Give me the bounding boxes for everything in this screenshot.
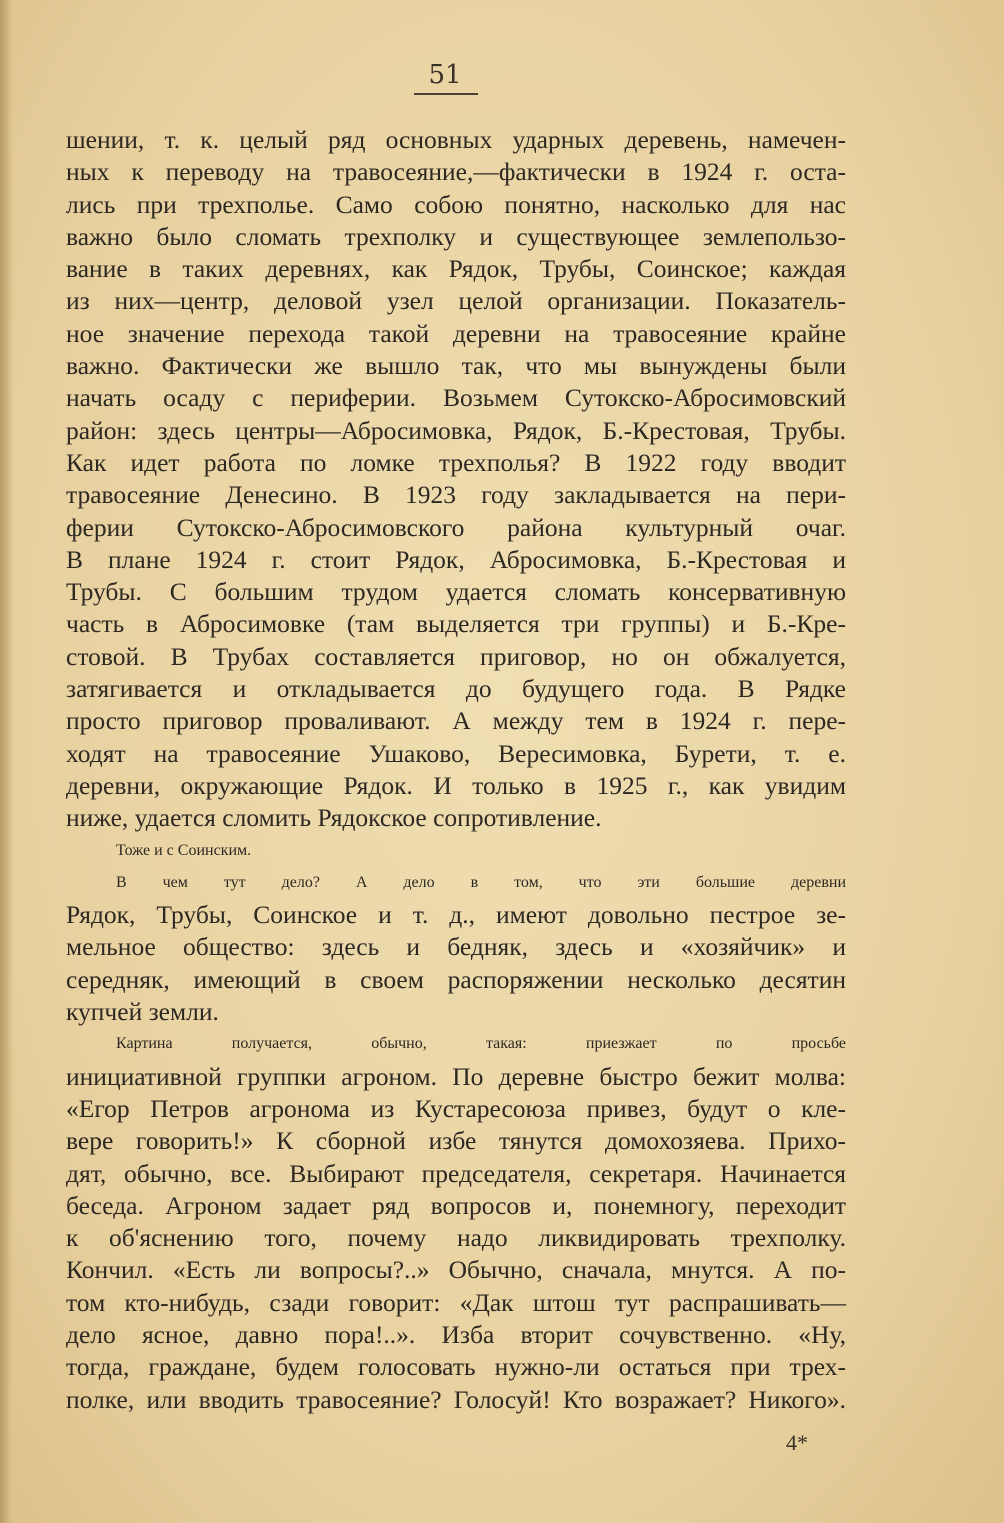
page-number: 51 (428, 60, 462, 90)
signature-mark: 4* (786, 1430, 808, 1455)
text-line: лись при трехполье. Само собою понятно, насколько для нас (66, 189, 846, 219)
text-line: Картина получается, обычно, такая: приезжает по просьбе (116, 1035, 846, 1053)
text-line: купчей земли. (66, 997, 219, 1027)
text-line: инициативной группки агроном. По деревне быстро бежит молва: (66, 1061, 846, 1091)
text-line: тогда, граждане, будем голосовать нужно-ли остаться при трех- (66, 1352, 846, 1382)
text-line: дело ясное, давно пора!..». Изба вторит сочувственно. «Ну, (66, 1319, 846, 1349)
header-rule (414, 93, 478, 95)
text-line: В плане 1924 г. стоит Рядок, Абросимовка, Б.-Крестовая и (66, 544, 846, 574)
text-line: деревни, окружающие Рядок. И только в 1925 г., как увидим (66, 770, 846, 800)
text-line: вере говорить!» К сборной избе тянутся домохозяева. Прихо- (66, 1126, 846, 1156)
text-line: Рядок, Трубы, Соинское и т. д., имеют довольно пестрое зе- (66, 900, 846, 930)
text-line: середняк, имеющий в своем распоряжении несколько десятин (66, 964, 846, 994)
text-line: стовой. В Трубах составляется приговор, но он обжалуется, (66, 641, 846, 671)
text-line: ферии Сутокско-Абросимовского района культурный очаг. (66, 512, 846, 542)
text-line: затягивается и откладывается до будущего года. В Рядке (66, 674, 846, 704)
text-line: шении, т. к. целый ряд основных ударных деревень, намечен- (66, 125, 846, 154)
text-line: просто приговор проваливают. А между тем в 1924 г. пере- (66, 706, 846, 736)
text-line: том кто-нибудь, сзади говорит: «Дак штош тут распрашивать— (66, 1287, 846, 1317)
text-line: беседа. Агроном задает ряд вопросов и, понемногу, переходит (66, 1190, 846, 1220)
text-line: ное значение перехода такой деревни на травосеяние крайне (66, 318, 846, 348)
page-binding-edge (0, 0, 14, 1523)
text-line: начать осаду с периферии. Возьмем Сутокско-Абросимовский (66, 383, 846, 413)
text-line: Тоже и с Соинским. (116, 841, 252, 859)
text-line: дят, обычно, все. Выбирают председателя, секретаря. Начинается (66, 1158, 846, 1188)
text-line: к об'яснению того, почему надо ликвидировать трехполку. (66, 1223, 846, 1253)
text-line: ходят на травосеяние Ушаково, Вересимовка, Бурети, т. е. (66, 738, 846, 768)
text-line: вание в таких деревнях, как Рядок, Трубы, Соинское; каждая (66, 254, 846, 284)
body-text (66, 124, 846, 1416)
text-line: травосеяние Денесино. В 1923 году закладывается на пери- (66, 480, 846, 510)
text-line: важно было сломать трехполку и существующее землепользо- (66, 221, 846, 251)
text-line: Кончил. «Есть ли вопросы?..» Обычно, сначала, мнутся. А по- (66, 1255, 846, 1285)
text-line: важно. Фактически же вышло так, что мы вынуждены были (66, 351, 846, 381)
text-line: Трубы. С большим трудом удается сломать консервативную (66, 577, 846, 607)
text-line: «Егор Петров агронома из Кустаресоюза привез, будут о кле- (66, 1093, 846, 1123)
text-line: мельное общество: здесь и бедняк, здесь и «хозяйчик» и (66, 932, 846, 962)
text-line: из них—центр, деловой узел целой организации. Показатель- (66, 286, 846, 316)
text-line: ных к переводу на травосеяние,—фактически в 1924 г. оста- (66, 157, 846, 187)
text-line: В чем тут дело? А дело в том, что эти большие деревни (116, 873, 846, 891)
text-line: ниже, удается сломить Рядокское сопротивление. (66, 803, 602, 833)
text-line: часть в Абросимовке (там выделяется три группы) и Б.-Кре- (66, 609, 846, 639)
text-line: Как идет работа по ломке трехполья? В 1922 году вводит (66, 447, 846, 477)
text-line: район: здесь центры—Абросимовка, Рядок, Б.-Крестовая, Трубы. (66, 415, 846, 445)
text-line: полке, или вводить травосеяние? Голосуй! Кто возражает? Никого». (66, 1384, 846, 1414)
